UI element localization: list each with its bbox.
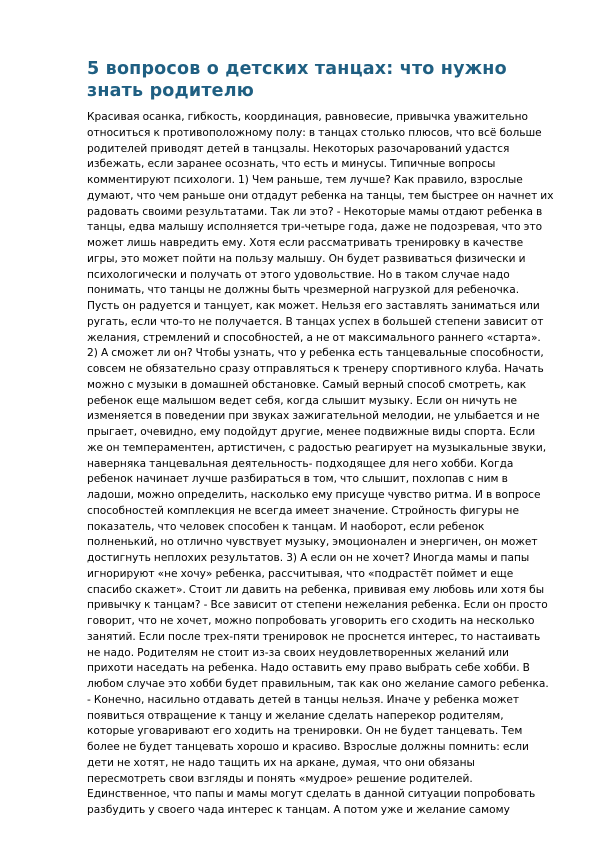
body-line: думают, что чем раньше они отдадут ребенка на танцы, тем быстрее он начнет их — [87, 189, 554, 202]
body-line: ладоши, можно определить, насколько ему присуще чувство ритма. И в вопросе — [87, 489, 541, 501]
body-line: привычку к танцам? - Все зависит от степени нежелания ребенка. Если он просто — [87, 599, 548, 612]
article-title — [87, 58, 557, 102]
body-line: занятий. Если после трех-пяти тренировок не проснется интерес, то настаивать — [87, 630, 541, 643]
body-line: любом случае это хобби будет правильным, так как оно желание самого ребенка. — [87, 678, 549, 690]
body-line: танцы, едва малышу исполняется три-четыре года, даже не подозревая, что это — [87, 221, 543, 234]
body-line: прихоти наседать на ребенка. Надо оставить ему право выбрать себе хобби. В — [87, 662, 530, 675]
body-line: Пусть он радуется и танцует, как может. Нельзя его заставлять заниматься или — [87, 300, 540, 312]
body-line: способностей комплекция не всегда имеет значение. Стройность фигуры не — [87, 504, 520, 517]
body-line: разбудить у своего чада интерес к танцам. А потом уже и желание самому — [87, 804, 510, 816]
body-line: комментируют психологи. 1) Чем раньше, тем лучше? Как правило, взрослые — [87, 174, 523, 186]
article-body — [87, 110, 553, 819]
body-line: наверняка танцевальная деятельность- подходящее для него хобби. Когда — [87, 457, 514, 470]
body-line: ребенок начинает лучше разбираться в том, что слышит, похлопав с ним в — [87, 473, 508, 486]
body-line: родителей приводят детей в танцзалы. Некоторых разочарований удастся — [87, 142, 510, 155]
body-line: прыгает, очевидно, ему подойдут другие, менее подвижные виды спорта. Если — [87, 426, 536, 438]
body-line: 2) А сможет ли он? Чтобы узнать, что у ребенка есть танцевальные способности, — [87, 347, 544, 360]
body-line: совсем не обязательно сразу отправляться к тренеру спортивного клуба. Начать — [87, 363, 544, 375]
body-line: - Конечно, насильно отдавать детей в танцы нельзя. Иначе у ребенка может — [87, 693, 520, 706]
body-line: понимать, что танцы не должны быть чрезмерной нагрузкой для ребеночка. — [87, 284, 520, 297]
body-line: говорит, что не хочет, можно попробовать уговорить его сходить на несколько — [87, 615, 535, 627]
body-line: пересмотреть свои взгляды и понять «мудрое» решение родителей. — [87, 772, 473, 785]
body-line: избежать, если заранее осознать, что есть и минусы. Типичные вопросы — [87, 158, 496, 171]
body-line: дети не хотят, не надо тащить их на аркане, думая, что они обязаны — [87, 756, 475, 769]
title-line: знать родителю — [87, 81, 254, 101]
body-line: спасибо скажет». Стоит ли давить на ребенка, прививая ему любовь или хотя бы — [87, 583, 545, 596]
body-line: игры, это может пойти на пользу малышу. Он будет развиваться физически и — [87, 252, 526, 265]
body-line: радовать своими результатами. Так ли это? - Некоторые мамы отдают ребенка в — [87, 205, 543, 218]
body-line: достигнуть неплохих результатов. 3) А если он не хочет? Иногда мамы и папы — [87, 552, 530, 564]
body-line: полненький, но отлично чувствует музыку, эмоционален и энергичен, он может — [87, 536, 538, 549]
body-line: ребенок еще малышом ведет себя, когда слышит музыку. Если он ничуть не — [87, 394, 518, 407]
body-line: Красивая осанка, гибкость, координация, равновесие, привычка уважительно — [87, 111, 529, 123]
body-line: же он темпераментен, артистичен, с радостью реагирует на музыкальные звуки, — [87, 441, 547, 454]
body-line: показатель, что человек способен к танцам. И наоборот, если ребенок — [87, 520, 485, 533]
body-line: игнорируют «не хочу» ребенка, рассчитывая, что «подрастёт поймет и еще — [87, 567, 514, 580]
body-line: изменяется в поведении при звуках зажигательной мелодии, не улыбается и не — [87, 410, 540, 423]
body-line: желания, стремлений и способностей, а не от максимального раннего «старта». — [87, 331, 541, 344]
body-line: психологически и получать от этого удовольствие. Но в таком случае надо — [87, 268, 510, 281]
body-line: может лишь навредить ему. Хотя если рассматривать тренировку в качестве — [87, 237, 524, 249]
body-line: относиться к противоположному полу: в танцах столько плюсов, что всё больше — [87, 126, 542, 139]
body-line: появиться отвращение к танцу и желание сделать наперекор родителям, — [87, 709, 504, 722]
body-line: Единственное, что папы и мамы могут сделать в данной ситуации попробовать — [87, 788, 536, 801]
body-line: которые уговаривают его ходить на тренировки. Он не будет танцевать. Тем — [87, 725, 523, 738]
body-line: не надо. Родителям не стоит из-за своих неудовлетворенных желаний или — [87, 646, 509, 659]
title-line: 5 вопросов о детских танцах: что нужно — [87, 59, 507, 79]
body-line: можно с музыки в домашней обстановке. Самый верный способ смотреть, как — [87, 378, 527, 391]
body-line: более не будет танцевать хорошо и красиво. Взрослые должны помнить: если — [87, 741, 529, 753]
body-line: ругать, если что-то не получается. В танцах успех в большей степени зависит от — [87, 315, 544, 328]
